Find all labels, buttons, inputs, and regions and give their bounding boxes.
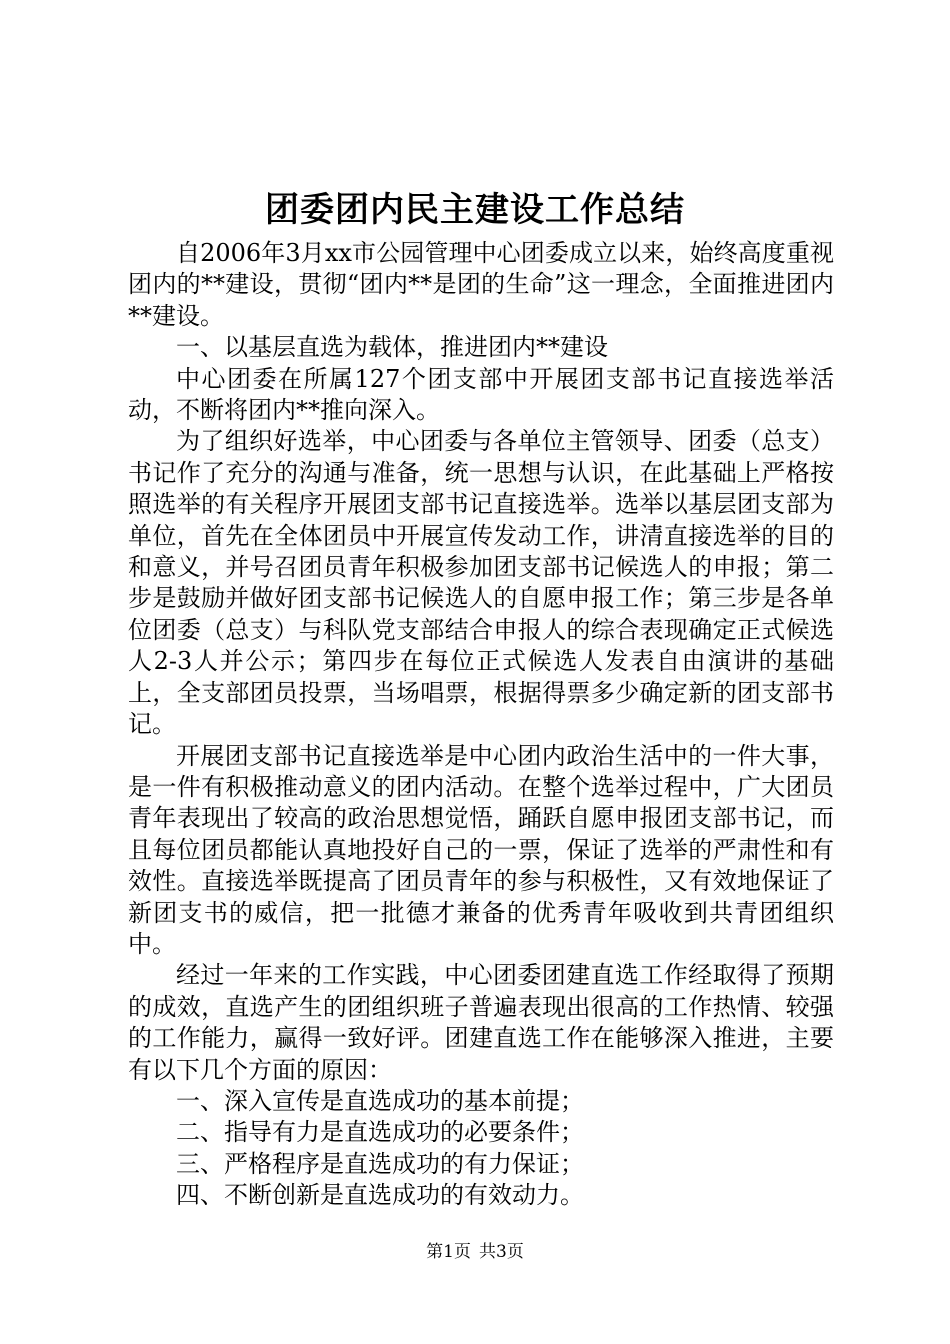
page-total: 共3页: [479, 1242, 524, 1262]
page-number: 第1页: [426, 1242, 471, 1262]
list-item-reason-3: 三、严格程序是直选成功的有力保证；: [176, 1149, 584, 1178]
paragraph: 开展团支部书记直接选举是中心团内政治生活中的一件大事，是一件有积极推动意义的团内活动。在整个选举过程中，广大团员青年表现出了较高的政治思想觉悟，踊跃自愿申报团支部书记，而且每位团员都能认真地投好自己的一票，保证了选举的严肃性和有效性。直接选举既提高了团员青年的参与积极性，又有效地保证了新团支书的威信，把一批德才兼备的优秀青年吸收到共青团组织中。: [128, 741, 834, 958]
paragraph: 中心团委在所属127个团支部中开展团支部书记直接选举活动，不断将团内**推向深入。: [128, 364, 834, 425]
list-item-reason-1: 一、深入宣传是直选成功的基本前提；: [176, 1086, 584, 1115]
list-item-reason-2: 二、指导有力是直选成功的必要条件；: [176, 1118, 584, 1147]
section-heading-1: 一、以基层直选为载体，推进团内**建设: [176, 333, 608, 362]
paragraph: 为了组织好选举，中心团委与各单位主管领导、团委（总支）书记作了充分的沟通与准备，统一思想与认识，在此基础上严格按照选举的有关程序开展团支部书记直接选举。选举以基层团支部为单位，首先在全体团员中开展宣传发动工作，讲清直接选举的目的和意义，并号召团员青年积极参加团支部书记候选人的申报；第二步是鼓励并做好团支部书记候选人的自愿申报工作；第三步是各单位团委（总支）与科队党支部结合申报人的综合表现确定正式候选人2-3人并公示；第四步在每位正式候选人发表自由演讲的基础上，全支部团员投票，当场唱票，根据得票多少确定新的团支部书记。: [128, 427, 834, 739]
document-body: [128, 238, 834, 1212]
paragraph-intro: 自2006年3月xx市公园管理中心团委成立以来，始终高度重视团内的**建设，贯彻“团内**是团的生命”这一理念，全面推进团内**建设。: [128, 239, 834, 330]
paragraph: 经过一年来的工作实践，中心团委团建直选工作经取得了预期的成效，直选产生的团组织班子普遍表现出很高的工作热情、较强的工作能力，赢得一致好评。团建直选工作在能够深入推进，主要有以下几个方面的原因：: [128, 961, 834, 1084]
list-item-reason-4: 四、不断创新是直选成功的有效动力。: [176, 1181, 584, 1210]
document-title: 团委团内民主建设工作总结: [265, 190, 685, 230]
page-footer: [0, 1240, 950, 1264]
